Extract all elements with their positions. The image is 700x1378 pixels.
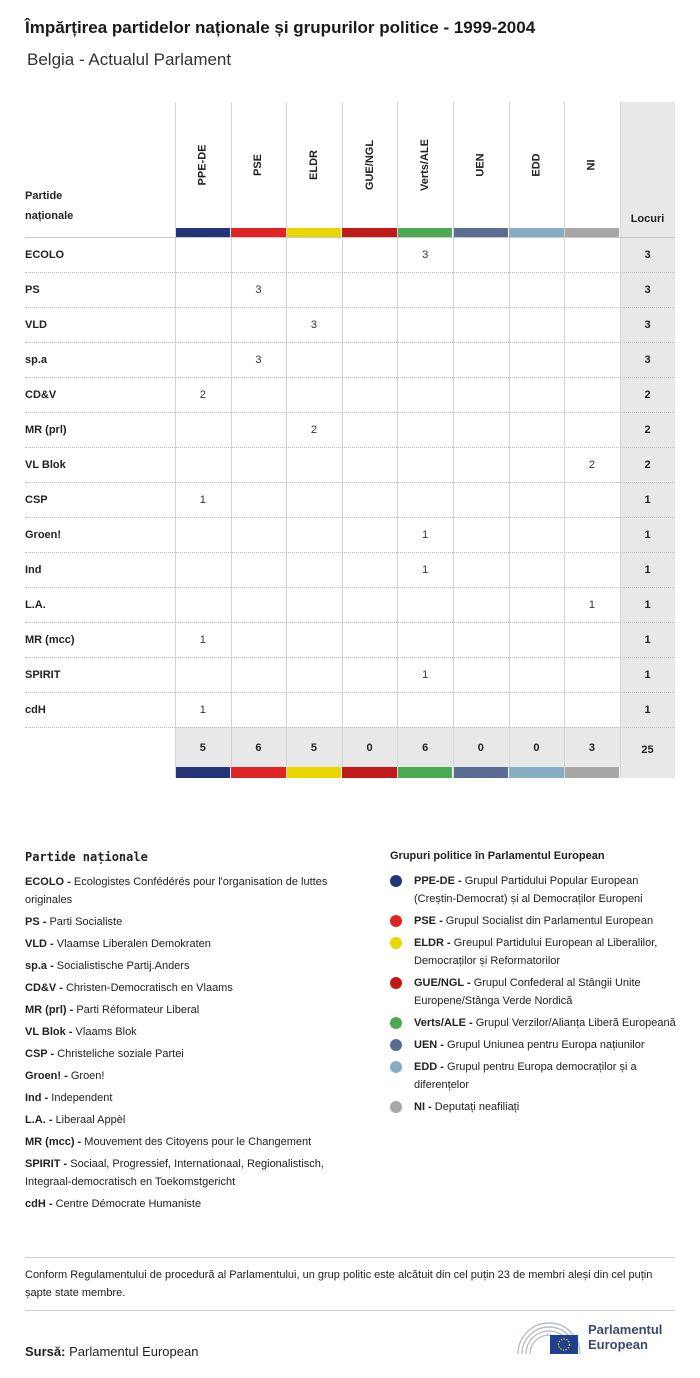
table-row (25, 237, 675, 272)
seat-count-cell: 3 (422, 249, 429, 261)
political-groups-legend-title: Grupuri politice în Parlamentul European (390, 850, 605, 862)
seat-count-cell: 1 (199, 494, 206, 506)
party-name: VLD (25, 319, 47, 331)
table-row (25, 622, 675, 657)
hemicycle-flag-icon (516, 1320, 582, 1356)
group-abbreviation: ELDR - (414, 937, 451, 949)
party-legend-item (25, 1067, 365, 1085)
group-header-label: UEN (474, 152, 487, 177)
party-legend-item (25, 1133, 365, 1151)
party-full-name: Vlaamse Liberalen Demokraten (56, 938, 211, 950)
table-row (25, 307, 675, 342)
group-header-label: NI (585, 159, 598, 170)
group-color-bar (565, 767, 620, 778)
group-header-guengl (342, 102, 398, 227)
group-total-cell: 0 (533, 742, 540, 754)
party-legend-item (25, 1045, 365, 1063)
party-abbreviation: CD&V - (25, 982, 63, 994)
party-full-name: Independent (51, 1092, 113, 1104)
group-color-bar (509, 767, 564, 778)
group-legend-item (390, 934, 680, 970)
group-full-name: Grupul Verzilor/Alianța Liberă Europeană (475, 1017, 676, 1029)
national-parties-legend (25, 850, 365, 1217)
table-row (25, 552, 675, 587)
logo-line-2: European (588, 1337, 648, 1352)
seat-count-cell: 1 (199, 704, 206, 716)
party-legend-item (25, 873, 365, 909)
group-header-vertsale (397, 102, 453, 227)
group-header-label: GUE/NGL (363, 139, 376, 190)
group-full-name: Grupul Uniunea pentru Europa națiunilor (447, 1039, 645, 1051)
party-name: CSP (25, 494, 48, 506)
party-legend-item (25, 1195, 365, 1213)
group-legend-item (390, 1058, 680, 1094)
party-full-name: Parti Réformateur Liberal (76, 1004, 200, 1016)
group-header-eldr (286, 102, 342, 227)
party-abbreviation: cdH - (25, 1198, 53, 1210)
party-name: ECOLO (25, 249, 65, 261)
group-color-bar (509, 228, 564, 237)
party-full-name: Ecologistes Confédérés pour l'organisation de luttes originales (25, 876, 328, 906)
table-row (25, 342, 675, 377)
group-abbreviation: NI - (414, 1101, 432, 1113)
group-color-dot-icon (390, 1101, 402, 1113)
party-name: sp.a (25, 354, 48, 366)
group-header-edd (509, 102, 565, 227)
party-abbreviation: SPIRIT - (25, 1158, 68, 1170)
party-full-name: Mouvement des Citoyens pour le Changement (84, 1136, 312, 1148)
divider (25, 1310, 675, 1311)
party-legend-item (25, 913, 365, 931)
party-name: MR (mcc) (25, 634, 75, 646)
party-full-name: Christen-Democratisch en Vlaams (65, 982, 233, 994)
totals-row (25, 727, 675, 767)
party-seat-total: 1 (644, 634, 651, 646)
party-seat-total: 2 (644, 424, 651, 436)
group-header-label: EDD (530, 152, 543, 177)
party-name: Ind (25, 564, 42, 576)
table-row (25, 447, 675, 482)
seat-count-cell: 3 (310, 319, 318, 331)
group-color-bar (565, 228, 620, 237)
group-total-cell: 5 (199, 742, 206, 754)
group-header-ni (564, 102, 620, 227)
page-title: Împărțirea partidelor naționale și grupurilor politice - 1999-2004 (25, 18, 536, 37)
group-total-cell: 0 (477, 742, 484, 754)
group-legend-item (390, 912, 680, 930)
seat-count-cell: 1 (422, 669, 429, 681)
party-seat-total: 3 (644, 354, 651, 366)
group-color-bar (454, 767, 509, 778)
seat-count-cell: 2 (588, 459, 596, 471)
table-row (25, 377, 675, 412)
table-row (25, 692, 675, 727)
party-full-name: Liberaal Appèl (55, 1114, 126, 1126)
group-color-bar (398, 228, 453, 237)
group-legend-item (390, 1014, 680, 1032)
group-abbreviation: GUE/NGL - (414, 977, 471, 989)
logo-line-1: Parlamentul (588, 1322, 663, 1337)
party-full-name: Vlaams Blok (75, 1026, 137, 1038)
parties-column-header: Partide naționale (25, 190, 74, 222)
party-abbreviation: VL Blok - (25, 1026, 73, 1038)
party-abbreviation: ECOLO - (25, 876, 71, 888)
group-color-bar (231, 228, 286, 237)
group-header-ppede (175, 102, 231, 227)
party-legend-item (25, 935, 365, 953)
group-header-label: Verts/ALE (419, 138, 432, 191)
party-name: SPIRIT (25, 669, 61, 681)
group-total-cell: 3 (588, 742, 596, 754)
group-legend-item (390, 974, 680, 1010)
group-color-bar (231, 767, 286, 778)
group-color-bar (398, 767, 453, 778)
party-seat-total: 1 (644, 494, 651, 506)
group-color-bar (342, 767, 397, 778)
group-color-bar (342, 228, 397, 237)
seat-count-cell: 2 (310, 424, 318, 436)
party-abbreviation: CSP - (25, 1048, 55, 1060)
group-abbreviation: EDD - (414, 1061, 444, 1073)
table-row (25, 272, 675, 307)
party-full-name: Sociaal, Progressief, Internationaal, Regionalistisch, Integraal-democratisch en Toekomstgericht (25, 1158, 324, 1188)
party-abbreviation: MR (prl) - (25, 1004, 74, 1016)
party-full-name: Parti Socialiste (49, 916, 123, 928)
group-header-label: ELDR (307, 149, 320, 180)
group-header-uen (453, 102, 509, 227)
group-abbreviation: PPE-DE - (414, 875, 462, 887)
grand-total-seats: 25 (641, 744, 654, 756)
group-full-name: Grupul Socialist din Parlamentul European (445, 915, 654, 927)
source-label: Sursă: (25, 1344, 66, 1359)
party-seat-total: 1 (644, 564, 651, 576)
group-color-dot-icon (390, 1017, 402, 1029)
table-row (25, 587, 675, 622)
group-legend-item (390, 872, 680, 908)
group-legend-item (390, 1098, 680, 1116)
group-total-cell: 6 (422, 742, 429, 754)
party-full-name: Centre Démocrate Humaniste (55, 1198, 202, 1210)
party-abbreviation: L.A. - (25, 1114, 53, 1126)
party-name: cdH (25, 704, 46, 716)
source-line (25, 1344, 198, 1359)
seat-count-cell: 1 (588, 599, 596, 611)
party-name: MR (prl) (25, 424, 67, 436)
party-full-name: Socialistische Partij.Anders (56, 960, 190, 972)
group-abbreviation: Verts/ALE - (414, 1017, 473, 1029)
group-header-label: PPE-DE (196, 144, 209, 185)
group-color-dot-icon (390, 915, 402, 927)
group-header-pse (231, 102, 287, 227)
group-full-name: Grupul Confederal al Stângii Unite Europene/Stânga Verde Nordică (414, 977, 641, 1007)
group-legend-item (390, 1036, 680, 1054)
party-seat-total: 1 (644, 669, 651, 681)
seat-count-cell: 1 (422, 564, 429, 576)
table-row (25, 517, 675, 552)
divider (25, 1257, 675, 1258)
party-seat-total: 3 (644, 319, 651, 331)
group-full-name: Grupul pentru Europa democraților și a diferențelor (414, 1061, 637, 1091)
party-seat-total: 1 (644, 704, 651, 716)
group-abbreviation: UEN - (414, 1039, 444, 1051)
group-color-dot-icon (390, 1061, 402, 1073)
seat-distribution-table (25, 102, 675, 778)
table-row (25, 657, 675, 692)
party-abbreviation: MR (mcc) - (25, 1136, 82, 1148)
table-row (25, 412, 675, 447)
party-abbreviation: Ind - (25, 1092, 49, 1104)
group-color-bar (287, 767, 342, 778)
group-color-bar (176, 228, 231, 237)
party-legend-item (25, 1111, 365, 1129)
party-seat-total: 3 (644, 284, 651, 296)
party-legend-item (25, 1089, 365, 1107)
group-color-bar (176, 767, 231, 778)
party-abbreviation: PS - (25, 916, 47, 928)
party-abbreviation: sp.a - (25, 960, 54, 972)
group-header-label: PSE (252, 153, 265, 176)
seat-count-cell: 3 (255, 354, 262, 366)
group-color-bar (454, 228, 509, 237)
party-seat-total: 1 (644, 599, 651, 611)
page-subtitle: Belgia - Actualul Parlament (27, 50, 232, 69)
party-seat-total: 3 (644, 249, 651, 261)
seat-count-cell: 1 (422, 529, 429, 541)
group-color-dot-icon (390, 977, 402, 989)
party-name: L.A. (25, 599, 46, 611)
table-row (25, 482, 675, 517)
party-name: PS (25, 284, 40, 296)
national-parties-legend-title: Partide naționale (25, 850, 148, 864)
source-value: Parlamentul European (69, 1344, 199, 1359)
european-parliament-logo (516, 1320, 676, 1358)
party-legend-item (25, 1155, 365, 1191)
group-total-cell: 0 (366, 742, 373, 754)
group-full-name: Greupul Partidului European al Liberalilor, Democraților și Reformatorilor (414, 937, 658, 967)
footnote: Conform Regulamentului de procedură al Parlamentului, un grup politic este alcătuit din cel puțin 23 de membri aleși din cel puțin șapte state membre. (25, 1269, 653, 1299)
party-legend-item (25, 979, 365, 997)
group-total-cell: 6 (255, 742, 262, 754)
party-name: VL Blok (25, 459, 66, 471)
seats-column-header: Locuri (630, 213, 665, 225)
party-seat-total: 2 (644, 459, 651, 471)
party-legend-item (25, 957, 365, 975)
group-color-bar (287, 228, 342, 237)
party-legend-item (25, 1001, 365, 1019)
party-name: CD&V (25, 389, 57, 401)
seat-count-cell: 2 (199, 389, 206, 401)
party-abbreviation: Groen! - (25, 1070, 68, 1082)
party-name: Groen! (25, 529, 62, 541)
party-legend-item (25, 1023, 365, 1041)
group-full-name: Grupul Partidului Popular European (Creștin-Democrat) și al Democraților Europeni (414, 875, 643, 905)
party-full-name: Groen! (70, 1070, 105, 1082)
group-color-dot-icon (390, 875, 402, 887)
party-seat-total: 2 (644, 389, 651, 401)
party-seat-total: 1 (644, 529, 651, 541)
seat-count-cell: 3 (255, 284, 262, 296)
seat-count-cell: 1 (199, 634, 206, 646)
group-color-dot-icon (390, 937, 402, 949)
group-abbreviation: PSE - (414, 915, 443, 927)
group-total-cell: 5 (310, 742, 318, 754)
political-groups-legend (390, 850, 680, 1120)
group-color-dot-icon (390, 1039, 402, 1051)
party-full-name: Christeliche soziale Partei (57, 1048, 184, 1060)
group-full-name: Deputați neafiliați (434, 1101, 520, 1113)
party-abbreviation: VLD - (25, 938, 54, 950)
